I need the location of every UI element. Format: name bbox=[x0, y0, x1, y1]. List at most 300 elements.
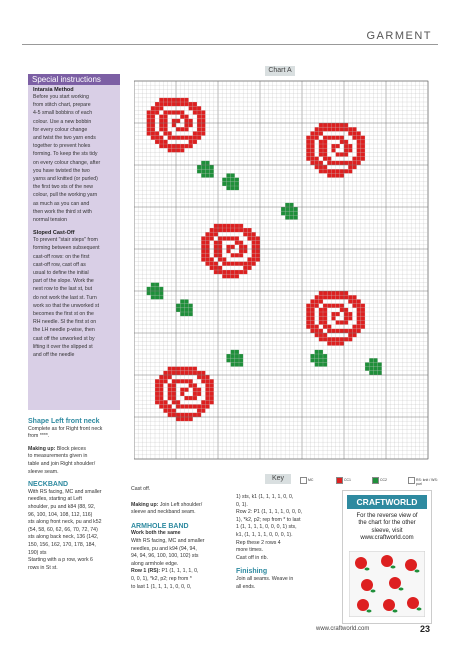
rose-stitch bbox=[315, 299, 319, 303]
key-swatch bbox=[408, 477, 415, 484]
leaf-stitch bbox=[205, 173, 209, 177]
rose-stitch bbox=[327, 329, 331, 333]
rose-stitch bbox=[168, 371, 172, 375]
rose-stitch bbox=[189, 144, 193, 148]
rose-stitch bbox=[155, 379, 159, 383]
rose-stitch bbox=[306, 148, 310, 152]
shape-line: Complete as for Right front neck bbox=[28, 425, 103, 432]
rose-stitch bbox=[176, 400, 180, 404]
rose-stitch bbox=[319, 337, 323, 341]
rose-stitch bbox=[210, 388, 214, 392]
promo-line: For the reverse view of bbox=[356, 513, 418, 519]
leaf-stitch bbox=[180, 299, 184, 303]
rose-stitch bbox=[336, 337, 340, 341]
rose-stitch bbox=[163, 131, 167, 135]
sidebar-title: Special instructions bbox=[28, 74, 120, 85]
rose-stitch bbox=[163, 127, 167, 131]
rose-stitch bbox=[344, 295, 348, 299]
rose-stitch bbox=[319, 131, 323, 135]
rose-stitch bbox=[176, 98, 180, 102]
rose-stitch bbox=[306, 325, 310, 329]
rose-stitch bbox=[176, 379, 180, 383]
rose-stitch bbox=[176, 413, 180, 417]
rose-stitch bbox=[357, 304, 361, 308]
rose-stitch bbox=[155, 396, 159, 400]
rose-stitch bbox=[168, 413, 172, 417]
rose-stitch bbox=[197, 127, 201, 131]
rose-stitch bbox=[172, 379, 176, 383]
finishing-text-2: all ends. bbox=[236, 583, 256, 590]
rose-stitch bbox=[180, 371, 184, 375]
rose-stitch bbox=[218, 241, 222, 245]
rose-stitch bbox=[226, 224, 230, 228]
rose-stitch bbox=[323, 304, 327, 308]
rose-stitch bbox=[210, 392, 214, 396]
leaf-stitch bbox=[231, 173, 235, 177]
rose-stitch bbox=[323, 165, 327, 169]
rose-stitch bbox=[172, 388, 176, 392]
rose-stitch bbox=[310, 299, 314, 303]
rose-stitch bbox=[340, 337, 344, 341]
rose-stitch bbox=[310, 144, 314, 148]
rose-stitch bbox=[323, 123, 327, 127]
rose-stitch bbox=[336, 329, 340, 333]
neckband-line: rows in St st. bbox=[28, 564, 58, 571]
rose-stitch bbox=[323, 325, 327, 329]
rose-stitch bbox=[352, 161, 356, 165]
rose-stitch bbox=[315, 329, 319, 333]
rose-stitch bbox=[239, 262, 243, 266]
page-number: 23 bbox=[420, 624, 431, 634]
rose-stitch bbox=[310, 131, 314, 135]
rose-stitch bbox=[155, 102, 159, 106]
rose-stitch bbox=[184, 119, 188, 123]
castoff-line: cast-off rows: on the first bbox=[33, 253, 90, 260]
rose-stitch bbox=[323, 333, 327, 337]
promo-leaf bbox=[415, 570, 420, 573]
rose-stitch bbox=[214, 270, 218, 274]
leaf-stitch bbox=[231, 358, 235, 362]
leaf-stitch bbox=[184, 308, 188, 312]
rib-line: Rep these 2 rows 4 bbox=[236, 539, 281, 546]
key-label: CC2 bbox=[380, 478, 388, 482]
promo-chart-thumbnail bbox=[349, 551, 425, 617]
rose-stitch bbox=[344, 152, 348, 156]
rose-stitch bbox=[172, 136, 176, 140]
rose-stitch bbox=[151, 123, 155, 127]
rose-stitch bbox=[193, 140, 197, 144]
rose-stitch bbox=[172, 400, 176, 404]
rose-stitch bbox=[189, 379, 193, 383]
rose-stitch bbox=[231, 274, 235, 278]
rose-stitch bbox=[159, 115, 163, 119]
rose-stitch bbox=[184, 102, 188, 106]
rose-stitch bbox=[340, 136, 344, 140]
leaf-stitch bbox=[159, 287, 163, 291]
leaf-stitch bbox=[365, 362, 369, 366]
rose-stitch bbox=[159, 388, 163, 392]
rose-stitch bbox=[155, 392, 159, 396]
rose-stitch bbox=[357, 131, 361, 135]
rose-stitch bbox=[239, 249, 243, 253]
promo-rose bbox=[405, 559, 417, 571]
rose-stitch bbox=[184, 136, 188, 140]
shape-line: from ****. bbox=[28, 433, 50, 440]
leaf-stitch bbox=[231, 354, 235, 358]
rose-stitch bbox=[172, 371, 176, 375]
rose-stitch bbox=[205, 236, 209, 240]
key-title: Key bbox=[265, 474, 291, 484]
rose-stitch bbox=[310, 329, 314, 333]
rib-line: Row 2: P1 (1, 1, 1, 1, 0, 0, 0, bbox=[236, 509, 303, 516]
promo-rose bbox=[381, 555, 393, 567]
rose-stitch bbox=[147, 115, 151, 119]
leaf-stitch bbox=[201, 161, 205, 165]
rose-stitch bbox=[210, 257, 214, 261]
rose-stitch bbox=[168, 131, 172, 135]
rose-stitch bbox=[348, 333, 352, 337]
rose-stitch bbox=[210, 232, 214, 236]
rose-stitch bbox=[226, 249, 230, 253]
armhole-line: needles, pu and k94 (94, 94, bbox=[131, 545, 197, 552]
rose-stitch bbox=[193, 404, 197, 408]
leaf-stitch bbox=[235, 186, 239, 190]
rose-stitch bbox=[340, 123, 344, 127]
rose-stitch bbox=[306, 144, 310, 148]
rose-stitch bbox=[163, 404, 167, 408]
rose-stitch bbox=[352, 136, 356, 140]
rose-stitch bbox=[193, 383, 197, 387]
rose-stitch bbox=[218, 266, 222, 270]
rose-stitch bbox=[306, 316, 310, 320]
armhole-text bbox=[131, 538, 233, 568]
rose-stitch bbox=[239, 228, 243, 232]
rose-stitch bbox=[327, 341, 331, 345]
rose-stitch bbox=[176, 102, 180, 106]
rose-stitch bbox=[352, 295, 356, 299]
rose-stitch bbox=[256, 241, 260, 245]
making-up-2-text: Join Left shoulder/ sleeve and neckband seam. bbox=[131, 501, 203, 516]
leaf-stitch bbox=[378, 371, 382, 375]
leaf-stitch bbox=[294, 215, 298, 219]
rose-stitch bbox=[361, 152, 365, 156]
rose-stitch bbox=[201, 253, 205, 257]
rose-stitch bbox=[235, 236, 239, 240]
rose-stitch bbox=[172, 144, 176, 148]
rose-stitch bbox=[361, 320, 365, 324]
rose-stitch bbox=[180, 136, 184, 140]
rose-stitch bbox=[205, 392, 209, 396]
rose-stitch bbox=[252, 236, 256, 240]
leaf-stitch bbox=[285, 215, 289, 219]
rose-stitch bbox=[189, 417, 193, 421]
rose-stitch bbox=[340, 308, 344, 312]
rose-stitch bbox=[147, 127, 151, 131]
castoff-line: do not work the last st. Turn bbox=[33, 294, 97, 301]
rose-stitch bbox=[193, 136, 197, 140]
rose-stitch bbox=[184, 371, 188, 375]
promo-rose bbox=[357, 599, 369, 611]
leaf-stitch bbox=[184, 304, 188, 308]
rose-stitch bbox=[172, 148, 176, 152]
neckband-line: 150, 156, 162, 170, 178, 184, bbox=[28, 541, 96, 548]
rose-stitch bbox=[180, 148, 184, 152]
rose-stitch bbox=[357, 140, 361, 144]
intarsia-heading: Intarsia Method bbox=[33, 87, 74, 93]
rose-stitch bbox=[340, 329, 344, 333]
leaf-stitch bbox=[201, 173, 205, 177]
rose-stitch bbox=[344, 316, 348, 320]
leaf-stitch bbox=[159, 291, 163, 295]
rose-stitch bbox=[184, 396, 188, 400]
rose-stitch bbox=[172, 413, 176, 417]
rose-stitch bbox=[252, 241, 256, 245]
promo-line: sleeve, visit bbox=[371, 527, 403, 534]
rose-stitch bbox=[172, 119, 176, 123]
leaf-stitch bbox=[205, 169, 209, 173]
rose-stitch bbox=[310, 316, 314, 320]
rose-stitch bbox=[222, 224, 226, 228]
rose-stitch bbox=[189, 396, 193, 400]
making-up-2-paragraph bbox=[131, 502, 233, 517]
rose-stitch bbox=[159, 144, 163, 148]
rose-stitch bbox=[180, 367, 184, 371]
rose-stitch bbox=[323, 169, 327, 173]
leaf-stitch bbox=[281, 211, 285, 215]
rose-stitch bbox=[180, 404, 184, 408]
rose-stitch bbox=[327, 337, 331, 341]
leaf-stitch bbox=[231, 178, 235, 182]
rose-stitch bbox=[193, 396, 197, 400]
leaf-stitch bbox=[235, 354, 239, 358]
key-swatch bbox=[336, 477, 343, 484]
leaf-stitch bbox=[155, 283, 159, 287]
rose-stitch bbox=[310, 136, 314, 140]
rose-stitch bbox=[344, 291, 348, 295]
rose-stitch bbox=[247, 232, 251, 236]
rose-stitch bbox=[247, 266, 251, 270]
leaf-stitch bbox=[373, 367, 377, 371]
rose-stitch bbox=[357, 136, 361, 140]
rose-stitch bbox=[348, 169, 352, 173]
rose-stitch bbox=[163, 98, 167, 102]
rose-stitch bbox=[361, 316, 365, 320]
rose-stitch bbox=[340, 140, 344, 144]
leaf-stitch bbox=[226, 358, 230, 362]
leaf-stitch bbox=[226, 354, 230, 358]
rose-stitch bbox=[189, 102, 193, 106]
leaf-stitch bbox=[373, 362, 377, 366]
rose-stitch bbox=[184, 127, 188, 131]
rose-stitch bbox=[180, 115, 184, 119]
leaf-stitch bbox=[369, 371, 373, 375]
neckband-heading: NECKBAND bbox=[28, 481, 69, 489]
rose-stitch bbox=[210, 379, 214, 383]
castoff-line: cast-off row, cast off as bbox=[33, 261, 86, 268]
rose-stitch bbox=[151, 127, 155, 131]
rose-stitch bbox=[205, 249, 209, 253]
leaf-stitch bbox=[155, 295, 159, 299]
rose-stitch bbox=[184, 123, 188, 127]
rose-stitch bbox=[336, 341, 340, 345]
rib-line: 1) sts, k1 (1, 1, 1, 1, 0, 0, bbox=[236, 494, 294, 500]
rose-stitch bbox=[231, 262, 235, 266]
rose-stitch bbox=[189, 106, 193, 110]
rose-stitch bbox=[205, 404, 209, 408]
rose-stitch bbox=[340, 169, 344, 173]
rose-stitch bbox=[147, 119, 151, 123]
leaf-stitch bbox=[323, 362, 327, 366]
intarsia-line: Before you start working bbox=[33, 94, 89, 100]
leaf-stitch bbox=[205, 165, 209, 169]
rose-stitch bbox=[214, 245, 218, 249]
leaf-stitch bbox=[373, 371, 377, 375]
rose-stitch bbox=[256, 253, 260, 257]
rose-stitch bbox=[348, 165, 352, 169]
leaf-stitch bbox=[189, 308, 193, 312]
rose-stitch bbox=[226, 236, 230, 240]
rose-stitch bbox=[319, 295, 323, 299]
rose-stitch bbox=[357, 329, 361, 333]
rose-stitch bbox=[231, 224, 235, 228]
rose-stitch bbox=[168, 409, 172, 413]
leaf-stitch bbox=[319, 358, 323, 362]
rose-stitch bbox=[340, 304, 344, 308]
rib-line: 0, 1). bbox=[236, 501, 248, 508]
rose-stitch bbox=[344, 308, 348, 312]
rose-stitch bbox=[247, 236, 251, 240]
rose-stitch bbox=[331, 148, 335, 152]
rose-stitch bbox=[163, 102, 167, 106]
rose-stitch bbox=[159, 404, 163, 408]
rose-stitch bbox=[214, 249, 218, 253]
rose-stitch bbox=[361, 312, 365, 316]
intarsia-line: colour. Use a new bobbin bbox=[33, 118, 92, 125]
rose-stitch bbox=[315, 157, 319, 161]
rose-stitch bbox=[310, 308, 314, 312]
rose-stitch bbox=[231, 245, 235, 249]
chart-grid bbox=[134, 79, 430, 463]
rose-stitch bbox=[252, 262, 256, 266]
rose-stitch bbox=[235, 274, 239, 278]
rose-stitch bbox=[352, 333, 356, 337]
rose-stitch bbox=[340, 320, 344, 324]
rose-stitch bbox=[319, 127, 323, 131]
rose-stitch bbox=[361, 136, 365, 140]
rose-stitch bbox=[218, 224, 222, 228]
rose-stitch bbox=[201, 245, 205, 249]
shape-left-front-neck-heading: Shape Left front neck bbox=[28, 418, 100, 425]
rose-stitch bbox=[210, 236, 214, 240]
rose-stitch bbox=[327, 136, 331, 140]
neckband-line: With RS facing, MC and smaller bbox=[28, 488, 102, 495]
leaf-stitch bbox=[210, 165, 214, 169]
rose-stitch bbox=[168, 388, 172, 392]
rose-stitch bbox=[155, 140, 159, 144]
rose-stitch bbox=[252, 245, 256, 249]
rose-stitch bbox=[323, 136, 327, 140]
rose-stitch bbox=[323, 312, 327, 316]
footer-url: www.craftworld.com bbox=[316, 626, 370, 632]
leaf-stitch bbox=[369, 367, 373, 371]
armhole-line: 94, 94, 96, 100, 100, 102) sts bbox=[131, 553, 199, 560]
rose-stitch bbox=[357, 308, 361, 312]
leaf-stitch bbox=[323, 354, 327, 358]
column-2 bbox=[131, 486, 233, 591]
rose-stitch bbox=[151, 115, 155, 119]
leaf-stitch bbox=[184, 312, 188, 316]
leaf-stitch bbox=[281, 207, 285, 211]
rose-stitch bbox=[336, 152, 340, 156]
rose-stitch bbox=[193, 367, 197, 371]
rose-stitch bbox=[315, 136, 319, 140]
rose-stitch bbox=[306, 312, 310, 316]
rose-stitch bbox=[159, 392, 163, 396]
rose-stitch bbox=[226, 274, 230, 278]
armhole-line: along armhole edge. bbox=[131, 560, 179, 567]
rose-stitch bbox=[247, 262, 251, 266]
rose-stitch bbox=[201, 404, 205, 408]
rose-stitch bbox=[180, 110, 184, 114]
rose-stitch bbox=[231, 236, 235, 240]
rose-stitch bbox=[243, 245, 247, 249]
rose-stitch bbox=[197, 413, 201, 417]
row-1-paragraph bbox=[131, 568, 233, 591]
rose-stitch bbox=[172, 110, 176, 114]
intarsia-line: then work the third st with bbox=[33, 208, 92, 215]
rose-stitch bbox=[193, 413, 197, 417]
shape-text bbox=[28, 426, 126, 441]
rose-stitch bbox=[184, 98, 188, 102]
neckband-line: sts along front neck, pu and k52 bbox=[28, 519, 102, 526]
rose-stitch bbox=[180, 388, 184, 392]
rose-stitch bbox=[327, 173, 331, 177]
leaf-stitch bbox=[310, 354, 314, 358]
rose-stitch bbox=[201, 375, 205, 379]
rose-stitch bbox=[159, 98, 163, 102]
rose-stitch bbox=[361, 144, 365, 148]
rose-stitch bbox=[252, 249, 256, 253]
rose-stitch bbox=[344, 337, 348, 341]
leaf-stitch bbox=[151, 287, 155, 291]
rose-stitch bbox=[331, 304, 335, 308]
castoff-line: part of the slope. Work the bbox=[33, 278, 94, 285]
key-label: CC1 bbox=[344, 478, 352, 482]
rose-stitch bbox=[159, 375, 163, 379]
leaf-stitch bbox=[289, 207, 293, 211]
leaf-stitch bbox=[189, 312, 193, 316]
rose-stitch bbox=[205, 375, 209, 379]
rose-stitch bbox=[197, 115, 201, 119]
rose-stitch bbox=[357, 148, 361, 152]
rose-stitch bbox=[222, 262, 226, 266]
rose-stitch bbox=[168, 396, 172, 400]
row-1-lead: Row 1 (RS): bbox=[131, 568, 161, 575]
intarsia-line: yarns and knitted (or purled) bbox=[33, 176, 98, 183]
rose-stitch bbox=[352, 165, 356, 169]
rose-stitch bbox=[336, 169, 340, 173]
rose-stitch bbox=[340, 127, 344, 131]
leaf-stitch bbox=[235, 178, 239, 182]
rose-stitch bbox=[319, 161, 323, 165]
rose-stitch bbox=[172, 396, 176, 400]
rose-stitch bbox=[340, 291, 344, 295]
rose-stitch bbox=[197, 131, 201, 135]
leaf-stitch bbox=[231, 182, 235, 186]
rose-stitch bbox=[331, 169, 335, 173]
rose-stitch bbox=[310, 304, 314, 308]
castoff-line: cast off the unworked st by bbox=[33, 335, 95, 342]
